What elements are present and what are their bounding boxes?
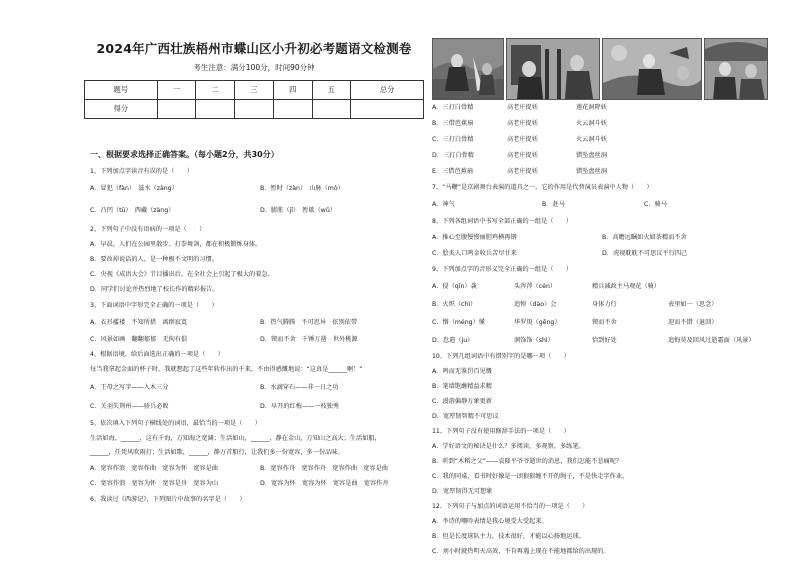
story-picture-3 <box>602 38 702 100</box>
score-header-cell: 总分 <box>351 81 424 100</box>
question-11: 11、下列句子没有使用修辞手法的一项是（ ） <box>432 428 570 435</box>
score-header-cell: 一 <box>157 81 196 100</box>
q5-option-a: A．宽容作浪 宽容作曲 宽容为怀 宽容是曲 <box>90 465 218 472</box>
q6-option-d-1: D．三打白骨精 <box>432 152 474 159</box>
q6-option-e-1: E．三借芭蕉扇 <box>432 168 474 175</box>
q1-option-a: A．冒犯（fàn） 滋水（zàng） <box>90 185 178 192</box>
q9-option-d-1: D．怠遣（ju） <box>432 337 474 344</box>
score-table <box>84 80 424 119</box>
q1-option-b: B．暂时（zàn） 山脉（mò） <box>260 185 344 192</box>
question-2: 2、下列句子中没有语病的一项是（ ） <box>90 226 206 233</box>
question-12: 12、下列句子与加点的词语运用不恰当的一项是（ ） <box>432 503 589 510</box>
question-9: 9、下列加点字的音形义完全正确的一组是（ ） <box>432 266 573 273</box>
q2-option-b: B．要改掉说话的人，是一种极不文明的习惯。 <box>90 256 218 263</box>
q8-option-a: A．推心至腹慢慢丽胆鸡横再钢 <box>432 234 517 241</box>
q9-option-c-4: 迎而不错（退回） <box>668 319 718 326</box>
q9-option-a-1: A．侵（qīn）袭 <box>432 283 477 290</box>
q3-option-d: D．锲而不舍 千锤万凿 世外桃源 <box>260 336 358 343</box>
q5-context-line-2: ______，任凭风吹雨打；生活如歌，______，静万首船行，让我们多一份宽容，多一份品味。 <box>90 449 344 456</box>
q9-option-a-3: 精兵减政主马观花（骑） <box>592 283 661 290</box>
score-blank-cell[interactable] <box>351 100 424 119</box>
q12-option-c: C．刘小时就热明天高效，不肯再遇上现在不能地都给的出现的。 <box>432 548 610 555</box>
q10-option-a: A．鸣而无鉴罚百见慨 <box>432 368 492 375</box>
q11-option-a: A．学好语文的秘诀是什么？多阅读，多观察，多练笔。 <box>432 443 585 450</box>
page-title: 2024年广西壮族梧州市蝶山区小升初必考题语文检测卷 <box>96 41 412 56</box>
score-blank-cell[interactable] <box>273 100 312 119</box>
q6-option-c-2: 高老庄捉妖 <box>507 136 538 143</box>
score-header-cell: 题号 <box>85 81 158 100</box>
q9-option-a-2: 头涔涔（cén） <box>514 283 557 290</box>
story-picture-1 <box>432 38 504 100</box>
q8-option-d: D．虎视耽耽不可思议平行四己 <box>602 250 688 257</box>
question-3: 3、下面词语中字形完全正确的一项是（ ） <box>90 302 218 309</box>
question-8: 8、下列各组词语中书写全部正确的一组是（ ） <box>432 218 573 225</box>
q5-option-b: B．宽容作舟 宽容作舟 宽容作曲 宽容是曲 <box>260 465 388 472</box>
q12-option-a: A．李诗的嘲吟表情是我心境受大受起来。 <box>432 518 548 525</box>
q6-option-a-3: 莲花洞降妖 <box>576 104 607 111</box>
q6-option-b-2: 高老庄捉妖 <box>507 120 538 127</box>
q2-option-d: D．同学们讨论并热烈地了校长作的精彩报告。 <box>90 286 219 293</box>
q8-option-b: B．高瞻远瞩如火如荼精而不舍 <box>602 234 687 241</box>
q8-option-c: C．脍炙人口鸣金收兵苦尽甘来 <box>432 250 517 257</box>
q9-option-b-4: 表里如一（思念） <box>668 301 718 308</box>
q6-option-e-3: 错坠盘丝洞 <box>576 168 607 175</box>
q6-option-e-2: 高老庄捉妖 <box>507 168 538 175</box>
story-picture-2 <box>506 38 600 100</box>
q10-option-b: B．笔墙饱蘸精益求精 <box>432 383 492 390</box>
question-5: 5、依次填入下列句子横线处的词语，最恰当的一项是（ ） <box>90 420 261 427</box>
score-blank-cell[interactable] <box>312 100 351 119</box>
score-header-cell: 三 <box>235 81 274 100</box>
q5-context-line-1: 生活如海，______，这有千海，万知海之宽阔；生活如山，______，静在金山，万知山之高大；生活如船， <box>90 435 381 442</box>
q10-option-d: D．宽厚韧智精不可思议 <box>432 413 499 420</box>
score-table-score-row <box>85 100 424 119</box>
q3-option-b: B．热气腾腾 不可思异 依别依带 <box>260 319 358 326</box>
q3-option-a: A．衣衫褴褛 不知所措 离群寂寞 <box>90 319 188 326</box>
score-blank-cell[interactable] <box>235 100 274 119</box>
journey-west-pictures <box>432 38 768 100</box>
q3-option-c: C．风景如画 翻翻郁郁 无拘有俱 <box>90 336 188 343</box>
q6-option-a-2: 高老庄捉妖 <box>507 104 538 111</box>
section-heading: 一、根据要求选择正确答案。（每小题2分，共30分） <box>90 150 279 159</box>
story-picture-4 <box>704 38 768 100</box>
score-blank-cell[interactable] <box>157 100 196 119</box>
exam-notice: 考生注意：满分100分，时间90分钟 <box>193 63 315 72</box>
q6-option-a-1: A．三打白骨精 <box>432 104 474 111</box>
q6-option-b-3: 火云洞斗妖 <box>576 120 607 127</box>
question-4: 4、根据语境，给后面选出正确的一项是（ ） <box>90 351 224 358</box>
q6-option-c-1: C．三打白骨精 <box>432 136 474 143</box>
q4-option-c: C．关羽失荆州——骄兵必败 <box>90 403 169 410</box>
q9-option-c-2: 华罗庚（gēng） <box>514 319 561 326</box>
q6-option-b-1: B．三借芭蕉扇 <box>432 120 474 127</box>
q9-option-b-2: 追悼（dào）会 <box>514 301 557 308</box>
score-header-cell: 二 <box>196 81 235 100</box>
q7-option-b: B．赶马 <box>542 201 565 208</box>
q4-option-d: D．早开的红梅——一枝独秀 <box>260 403 340 410</box>
score-table-header-row <box>85 81 424 100</box>
q9-option-b-3: 身体力行 <box>592 301 617 308</box>
q2-option-c: C．央视《成语大会》节目播出后，在全社会上引起了极大的着急。 <box>90 271 274 278</box>
score-blank-cell[interactable] <box>196 100 235 119</box>
q12-option-b: B．但是长度球队主力，技术很好，才能以心扬地运球。 <box>432 533 585 540</box>
question-6: 6、我读过《西游记》，下列图片中故事的名字是（ ） <box>90 496 246 503</box>
q5-option-c: C．宽容作浪 宽容为怀 宽容是舟 宽容为山 <box>90 480 219 487</box>
q4-option-a: A．王母之写字——入木三分 <box>90 384 169 391</box>
q9-option-d-3: 恰到好处 <box>592 337 617 344</box>
q7-option-a: A．神气 <box>432 201 455 208</box>
score-header-cell: 四 <box>273 81 312 100</box>
q9-option-d-4: 追悔莫及回风过逝霜面（风景） <box>668 337 755 344</box>
q6-option-d-2: 高老庄捉妖 <box>507 152 538 159</box>
q9-option-c-3: 锲而不舍 <box>592 319 617 326</box>
q11-option-c: C．我的同桌，看书时好像是一团狠狠缠不开的绳子，不是快走字作业。 <box>432 473 629 480</box>
q5-option-d: D．宽容为怀 宽容为怀 宽容是曲 宽容作舟 <box>260 480 389 487</box>
q1-option-d: D．膨胀（jǐ） 暂歇（wǔ） <box>260 207 336 214</box>
q10-option-c: C．漫游偏静万象更新 <box>432 398 493 405</box>
q2-option-a: A．早晨，人们在公园里散步、打拳舞剑，都在积极锻炼身体。 <box>90 241 262 248</box>
q1-option-c: C．凸凹（tū） 西藏（zàng） <box>90 207 175 214</box>
question-10: 10、下列几组词语中有错别字的是哪一项（ ） <box>432 353 570 360</box>
q9-option-c-1: C．懵（méng）懂 <box>432 319 485 326</box>
q6-option-c-3: 火云洞斗妖 <box>576 136 607 143</box>
q11-option-d: D．宽厚韧得无可想象 <box>432 488 493 495</box>
q11-option-b: B．听到“木稻之父”——袁隆平爷爷逝世的消息，我们怎能不悲痛呢？ <box>432 458 623 465</box>
q6-option-d-3: 错坠盘丝洞 <box>576 152 607 159</box>
q9-option-b-1: B．火炽（chì） <box>432 301 477 308</box>
score-header-cell: 五 <box>312 81 351 100</box>
question-7: 7、“马鞭”是京剧舞台表演的道具之一，它的作用是代替演员表演中人物（ ） <box>432 184 653 191</box>
q9-option-d-2: 润饰饰（shì） <box>514 337 554 344</box>
question-1: 1、下列加点字读音有误的是（ ） <box>90 168 193 175</box>
score-row-label: 得分 <box>85 100 158 119</box>
q7-option-c: C．骑马 <box>644 201 667 208</box>
q4-context: 每当我拿起金面的杯子时，我就想起了这些年转作出的千来，不由得感慨地说：“这真是______啊！” <box>90 366 363 373</box>
q4-option-b: B．水滴穿石——非一日之功 <box>260 384 339 391</box>
